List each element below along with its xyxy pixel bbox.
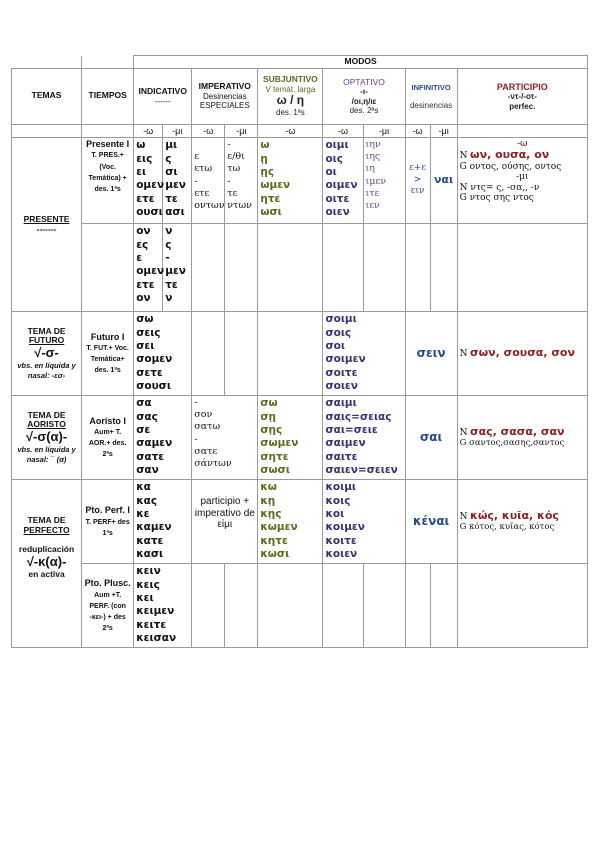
presente-opt-mi: ιην ιης ιη ιμεν ιτε ιεν	[363, 138, 405, 224]
participio-sub1: -ντ-/-οτ-	[507, 92, 537, 102]
plusc-tiempo-sub: Aum +T. PERF. (con -κει-) + des 2ªs	[89, 591, 126, 632]
aoristo-inf: σαι	[405, 396, 457, 480]
subj-voice: -ω	[258, 124, 323, 137]
futuro-opt: σοιμι σοις σοι σοιμεν σοιτε σοιεν	[323, 312, 405, 396]
futuro-participio	[457, 312, 587, 396]
perfecto-inf: κέναι	[405, 480, 457, 564]
futuro-root: √-σ-	[34, 345, 59, 361]
futuro-row	[12, 312, 588, 396]
aoristo-part-label: N	[459, 428, 468, 439]
perfecto-subj: κω κῃ κῃς κωμεν κητε κωσι	[258, 480, 323, 564]
ind-omega-voice: -ω	[134, 124, 163, 137]
infinitivo-sub: desinencias	[409, 100, 453, 110]
presente-part-n: ων, ουσα, ον	[470, 148, 550, 162]
perfecto-tiempo-sub: T. PERF+ des 1ªs	[85, 518, 130, 537]
presente-imp-mi: - ε/θι τω - τε ντων	[225, 138, 258, 224]
aoristo-tiempo	[82, 396, 134, 480]
subjuntivo-sub2: ω / η	[276, 93, 305, 108]
futuro-tiempo-label: Futuro I	[90, 331, 125, 342]
aoristo-ind: σα σας σε σαμεν σατε σαν	[134, 396, 192, 480]
aoristo-part-g: G σαντος,σασης,σαντος	[459, 438, 565, 449]
presente-tiempo-sub: T. PRES.+ (Voc. Temática) + des. 1ªs	[88, 152, 127, 193]
subjuntivo-title: SUBJUNTIVO	[262, 74, 318, 85]
temas-header: TEMAS	[12, 68, 82, 124]
aoristo-participio	[457, 396, 587, 480]
futuro-tema	[12, 312, 82, 396]
imperfecto-ind-omega: ον ες ε ομεν ετε ον	[134, 224, 163, 312]
futuro-tiempo-sub: T. FUT.+ Voc. Temática+ des. 1ªs	[86, 345, 129, 375]
optativo-header	[323, 68, 405, 124]
aoristo-root: √-σ(α)-	[25, 429, 68, 445]
imperativo-header	[192, 68, 258, 124]
opt-omega-voice: -ω	[323, 124, 363, 137]
participio-header	[457, 68, 587, 124]
aoristo-tema2: AORISTO	[27, 419, 66, 430]
presente-part-mid: -μι	[516, 172, 529, 183]
futuro-part: σων, σουσα, σον	[470, 346, 575, 360]
presente-part-g1: G οντος, ούσης, οντος	[459, 162, 562, 173]
plusc-ind: κειν κεις κει κειμεν κειτε κεισαν	[134, 564, 192, 648]
plusc-tiempo	[82, 564, 134, 648]
futuro-inf: σειν	[405, 312, 457, 396]
futuro-tiempo	[82, 312, 134, 396]
perfecto-row	[12, 480, 588, 564]
perfecto-part-label: N	[459, 512, 468, 523]
opt-mi-voice: -μι	[363, 124, 405, 137]
presente-participio	[457, 138, 587, 224]
perfecto-tiempo	[82, 480, 134, 564]
presente-part-top: -ω	[517, 139, 528, 150]
infinitivo-title: INFINITIVO	[411, 82, 451, 92]
tiempos-header: TIEMPOS	[82, 68, 134, 124]
mode-header-row	[12, 68, 588, 124]
optativo-title: OPTATIVO	[343, 76, 385, 87]
aoristo-tema	[12, 396, 82, 480]
presente-tiempo-label: Presente I	[86, 139, 130, 150]
indicativo-title: INDICATIVO	[138, 85, 187, 96]
modos-header: MODOS	[134, 56, 588, 69]
indicativo-dashes: ------	[154, 96, 171, 106]
perfecto-participio	[457, 480, 587, 564]
pluscuamperfecto-row	[12, 564, 588, 648]
aoristo-note: vbs. en líquida y nasal: ¯ (α)	[17, 445, 76, 464]
imperativo-title: IMPERATIVO	[198, 81, 251, 92]
imp-omega-voice: -ω	[192, 124, 225, 137]
imperativo-sub1: Desinencias	[203, 91, 247, 101]
presente-part-n-label: N	[459, 151, 468, 162]
perfecto-root: √-κ(α)-	[26, 554, 67, 570]
presente-ind-omega: ω εις ει ομεν ετε ουσι	[134, 138, 163, 224]
perfecto-part: κώς, κυῖα, κός	[470, 509, 559, 523]
optativo-sub3: des. 2ªs	[349, 105, 379, 115]
aoristo-imp: - σον σατω - σατε σάντων	[192, 396, 258, 480]
subjuntivo-sub1: V temát. larga	[265, 85, 316, 95]
aoristo-tiempo-label: Aoristo I	[89, 415, 126, 426]
presente-imp-omega: ε ετω - ετε οντων	[192, 138, 225, 224]
imperfecto-row	[12, 224, 588, 312]
inf-omega-voice: -ω	[405, 124, 430, 137]
presente-subj: ω ῃ ῃς ωμεν ητε ωσι	[258, 138, 323, 224]
perfecto-part-g: G κότος, κυῖας, κότος	[459, 522, 555, 533]
aoristo-tiempo-sub: Aum+ T. AOR.+ des. 2ªs	[88, 429, 127, 459]
optativo-sub1: -ι-	[360, 87, 368, 97]
futuro-note: vbs. en líquida y nasal: -εσ-	[17, 361, 76, 380]
voice-row	[12, 124, 588, 137]
conjugation-table	[11, 55, 588, 648]
perfecto-ind: κα κας κε καμεν κατε κασι	[134, 480, 192, 564]
imp-mi-voice: -μι	[225, 124, 258, 137]
perfecto-tema	[12, 480, 82, 648]
presente-tema	[12, 138, 82, 312]
presente-row	[12, 138, 588, 224]
participio-sub2: perfec.	[509, 101, 536, 111]
presente-inf-omega: ε+ε > ειν	[405, 138, 430, 224]
optativo-sub2: /οι,η/ιε	[351, 96, 377, 106]
subjuntivo-header	[258, 68, 323, 124]
perfecto-redup: reduplicación	[18, 544, 75, 555]
aoristo-part: σας, σασα, σαν	[470, 425, 565, 439]
imperativo-sub2: ESPECIALES	[199, 101, 250, 111]
presente-part-g2: G ντος σης ντος	[459, 193, 534, 204]
ind-mi-voice: -μι	[163, 124, 192, 137]
indicativo-header	[134, 68, 192, 124]
perfecto-tema2: PERFECTO	[23, 524, 70, 535]
participio-title: PARTICIPIO	[496, 81, 548, 92]
modos-row	[12, 56, 588, 69]
futuro-tema2: FUTURO	[28, 335, 65, 346]
futuro-part-label: N	[459, 349, 468, 360]
presente-inf-mi: ναι	[430, 138, 457, 224]
futuro-tema1: TEMA DE	[27, 325, 66, 336]
subjuntivo-sub3: des. 1ªs	[276, 108, 305, 118]
presente-tema-label: PRESENTE	[23, 213, 70, 224]
presente-opt-omega: οιμι οις οι οιμεν οιτε οιεν	[323, 138, 363, 224]
inf-mi-voice: -μι	[430, 124, 457, 137]
aoristo-opt: σαιμι σαις=σειας σαι=σειε σαιμεν σαιτε σαιεν=σειεν	[323, 396, 405, 480]
presente-part-n2: N ντς= ς, -σα,, -ν	[459, 182, 540, 193]
aoristo-subj: σω σῃ σῃς σωμεν σητε σωσι	[258, 396, 323, 480]
infinitivo-header	[405, 68, 457, 124]
aoristo-row	[12, 396, 588, 480]
presente-tiempo	[82, 138, 134, 224]
imperfecto-ind-mi: ν ς - μεν τε ν	[163, 224, 192, 312]
perfecto-opt: κοιμι κοις κοι κοιμεν κοιτε κοιεν	[323, 480, 405, 564]
perfecto-imp: participio + imperativo de εἰμι	[192, 480, 258, 564]
aoristo-tema1: TEMA DE	[27, 409, 66, 420]
perfecto-activa: en activa	[28, 569, 65, 580]
perfecto-tiempo-label: Pto. Perf. I	[85, 505, 130, 516]
plusc-tiempo-label: Pto. Plusc.	[84, 578, 131, 589]
presente-ind-mi: μι ς σι μεν τε ασι	[163, 138, 192, 224]
presente-tema-dashes: -------	[36, 223, 57, 234]
perfecto-tema1: TEMA DE	[27, 515, 66, 526]
futuro-ind: σω σεις σει σομεν σετε σουσι	[134, 312, 192, 396]
